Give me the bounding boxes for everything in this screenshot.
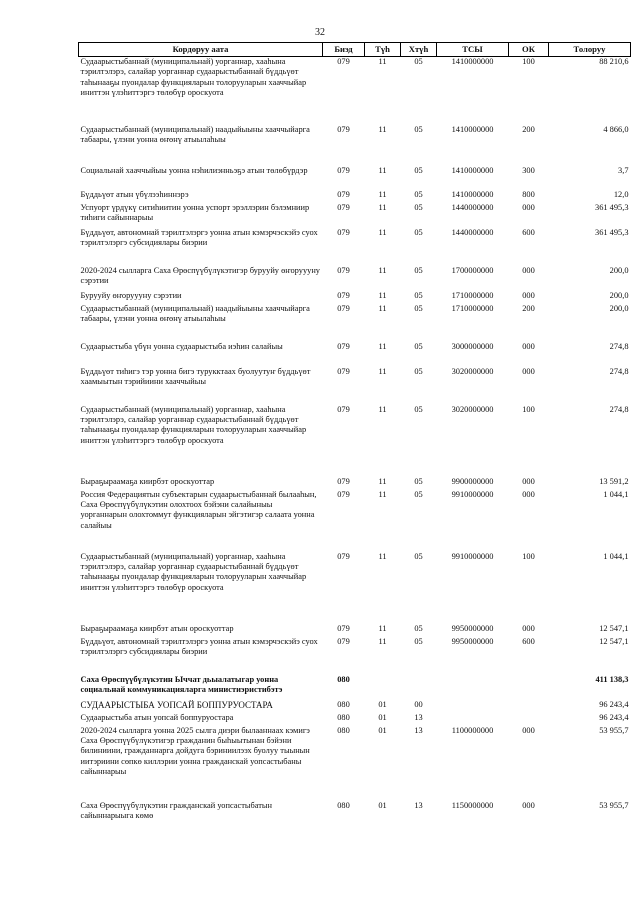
section-cell: 01 [378, 712, 387, 722]
ved-cell: 079 [337, 551, 350, 561]
header-expense-type: ОК [509, 43, 549, 57]
amount-cell: 88 210,6 [599, 57, 629, 66]
target-article-cell: 1440000000 [451, 227, 494, 237]
ved-cell: 079 [337, 623, 350, 633]
amount-cell: 200,0 [609, 265, 629, 275]
target-article-cell: 9910000000 [451, 489, 494, 499]
section-cell: 11 [378, 623, 387, 633]
amount-cell: 1 044,1 [603, 551, 629, 561]
target-article-cell: 1710000000 [451, 290, 494, 300]
table-row [79, 342, 631, 367]
ved-cell: 080 [337, 712, 350, 722]
section-cell: 11 [378, 227, 387, 237]
row-name-cell: Саха Өрөспүүбүлүкэтин Ыччат дьыалатыгар уонна социальнай коммуникацияларга министиэристибэтэ [80, 674, 283, 694]
subsection-cell: 05 [414, 265, 423, 275]
amount-cell: 53 955,7 [599, 725, 629, 735]
row-name-cell: Судаарыстыбаннай (муниципальнай) наадыйыыны хааччыйарга табаары, үлэни уонна өҥөнү атыылаһыы [80, 124, 310, 144]
expense-type-cell: 000 [522, 341, 535, 351]
table-row [79, 713, 631, 726]
target-article-cell: 1410000000 [451, 165, 494, 175]
section-cell [365, 675, 401, 700]
section-cell: 01 [378, 800, 387, 810]
ved-cell: 079 [337, 341, 350, 351]
row-name-cell: Судаарыстыбаннай (муниципальнай) уорганнар, хааһына тэрилтэлэрэ, салайар уорганнар судаарыстыбаннай бүддьүөт таһынааҕы пуондалар функцияларын толорууларын хааччыйар иниттэн үлэһиттэргэ төлөбүр ороскуота [80, 404, 307, 445]
target-article-cell [437, 700, 509, 713]
amount-cell: 200,0 [609, 290, 629, 300]
target-article-cell: 9910000000 [451, 551, 494, 561]
amount-cell: 200,0 [609, 303, 629, 313]
section-cell: 11 [378, 341, 387, 351]
ved-cell: 080 [337, 674, 350, 684]
expense-type-cell: 000 [522, 366, 535, 376]
section-cell: 11 [378, 303, 387, 313]
header-section: Түһ [365, 43, 401, 57]
amount-cell: 274,8 [609, 404, 629, 414]
subsection-cell: 13 [414, 725, 423, 735]
amount-cell: 13 591,2 [599, 476, 629, 486]
target-article-cell: 1440000000 [451, 202, 494, 212]
target-article-cell: 1410000000 [451, 189, 494, 199]
row-name-cell: Судаарыстыбаннай (муниципальнай) уорганнар, хааһына тэрилтэлэрэ, салайар уорганнар судаарыстыбаннай бүддьүөт таһынааҕы пуондалар функцияларын толорууларын хааччыйар иниттэн үлэһиттэргэ төлөбүр ороскуота [80, 551, 307, 592]
row-name-cell: 2020-2024 сылларга уонна 2025 сылга диэри былааннаах кэмигэ Саха Өрөспүүбүлүкэтигэр гражданин быһыытынан бэйэни билиниини, гражданнарга дойдуга бэриниилээх буолуу тыынын иитэриини сөпкө киллэрии уонна гражданскай уопсастыбаны сайыннарыы [80, 725, 310, 777]
target-article-cell [437, 675, 509, 700]
table-row [79, 477, 631, 490]
table-row [79, 166, 631, 190]
expense-type-cell: 000 [522, 290, 535, 300]
expense-type-cell: 300 [522, 165, 535, 175]
target-article-cell: 3000000000 [451, 341, 494, 351]
target-article-cell: 1710000000 [451, 303, 494, 313]
subsection-cell: 05 [414, 404, 423, 414]
table-row [79, 801, 631, 826]
subsection-cell: 05 [414, 189, 423, 199]
expense-type-cell: 000 [522, 265, 535, 275]
row-name-cell: Судаарыстыба атын уопсай боппуруостара [80, 712, 234, 722]
table-row [79, 57, 631, 125]
table-row [79, 637, 631, 675]
section-cell: 11 [378, 290, 387, 300]
amount-cell: 12,0 [613, 189, 629, 199]
target-article-cell: 1410000000 [451, 57, 494, 66]
expense-type-cell: 000 [522, 202, 535, 212]
target-article-cell: 3020000000 [451, 366, 494, 376]
amount-cell: 96 243,4 [599, 712, 629, 722]
ved-cell: 079 [337, 265, 350, 275]
subsection-cell: 05 [414, 202, 423, 212]
target-article-cell: 9950000000 [451, 636, 494, 646]
ved-cell: 080 [337, 699, 350, 709]
row-name-cell: Судаарыстыба үбүн уонна судаарыстыба иэһин салайыы [80, 341, 283, 351]
target-article-cell: 1700000000 [451, 265, 494, 275]
subsection-cell: 05 [414, 476, 423, 486]
row-name-cell: Россия Федерациятын субъектарын судаарыстыбаннай былааһын, Саха Өрөспүүбүлүкэтин олохтоох бэйэни салайыныы уорганнарын олохтоммут функцияларын эйгэтигэр салаата уонна салайыы [80, 489, 317, 530]
ved-cell: 079 [337, 366, 350, 376]
subsection-cell: 05 [414, 341, 423, 351]
target-article-cell: 1410000000 [451, 124, 494, 134]
expense-type-cell: 000 [522, 800, 535, 810]
amount-cell: 3,7 [618, 165, 629, 175]
amount-cell: 361 495,3 [595, 202, 629, 212]
section-cell: 01 [378, 725, 387, 735]
ved-cell: 079 [337, 476, 350, 486]
row-name-cell: Судаарыстыбаннай (муниципальнай) наадыйыыны хааччыйарга табаары, үлэни уонна өҥөнү атыылаһыы [80, 303, 310, 323]
expense-type-cell: 800 [522, 189, 535, 199]
page-number: 32 [315, 27, 325, 38]
expense-type-cell: 100 [522, 551, 535, 561]
section-cell: 11 [378, 189, 387, 199]
subsection-cell: 05 [414, 165, 423, 175]
ved-cell: 079 [337, 489, 350, 499]
section-cell: 11 [378, 366, 387, 376]
row-name-cell: Быраҕыраамаҕа киирбэт атын ороскуоттар [80, 623, 234, 633]
expense-type-cell: 000 [522, 725, 535, 735]
target-article-cell: 1150000000 [451, 800, 494, 810]
table-row [79, 367, 631, 405]
section-cell: 11 [378, 476, 387, 486]
ved-cell: 079 [337, 636, 350, 646]
ved-cell: 079 [337, 189, 350, 199]
row-name-cell: Бүддьүөт тиһигэ тэр уонна бигэ турукктаах буолуутуҥ бүддьүөт хаамыытын тэрийиини хааччыйыы [80, 366, 311, 386]
row-name-cell: Бүддьүөт атын үбүлээһиннэрэ [80, 189, 189, 199]
subsection-cell: 05 [414, 636, 423, 646]
header-target-article: ТСЫ [437, 43, 509, 57]
ved-cell: 079 [337, 57, 350, 66]
subsection-cell: 05 [414, 551, 423, 561]
header-ved: Биэд [323, 43, 365, 57]
ved-cell: 079 [337, 227, 350, 237]
table-row [79, 552, 631, 624]
ved-cell: 079 [337, 303, 350, 313]
subsection-cell: 05 [414, 489, 423, 499]
expense-type-cell: 000 [522, 489, 535, 499]
ved-cell: 079 [337, 165, 350, 175]
expense-type-cell [509, 713, 549, 726]
expense-type-cell: 600 [522, 636, 535, 646]
section-cell: 11 [378, 57, 387, 66]
table-header-row [79, 43, 631, 57]
subsection-cell: 05 [414, 366, 423, 376]
section-cell: 01 [378, 699, 387, 709]
subsection-cell: 00 [414, 699, 423, 709]
amount-cell: 361 495,3 [595, 227, 629, 237]
row-name-cell: Успуорт үрдүкү ситиһиитин уонна успорт эрэллэрин бэлэмниир тиһиги сайыннарыы [80, 202, 310, 222]
section-cell: 11 [378, 265, 387, 275]
table-row [79, 490, 631, 552]
expense-type-cell [509, 675, 549, 700]
table-row [79, 675, 631, 700]
target-article-cell: 9900000000 [451, 476, 494, 486]
table-row [79, 125, 631, 166]
expense-type-cell [509, 700, 549, 713]
target-article-cell: 9950000000 [451, 623, 494, 633]
section-cell: 11 [378, 404, 387, 414]
table-row [79, 190, 631, 203]
amount-cell: 12 547,1 [599, 636, 629, 646]
row-name-cell: СУДААРЫСТЫБА УОПСАЙ БОППУРУОСТАРА [80, 699, 273, 710]
row-name-cell: Бүддьүөт, автономнай тэрилтэлэргэ уонна атын кэмэрчэскэйэ суох тэрилтэлэргэ субсидиялары биэрии [80, 227, 318, 247]
amount-cell: 274,8 [609, 341, 629, 351]
amount-cell: 53 955,7 [599, 800, 629, 810]
table-row [79, 304, 631, 342]
amount-cell: 4 866,0 [603, 124, 629, 134]
ved-cell: 080 [337, 725, 350, 735]
subsection-cell: 05 [414, 124, 423, 134]
subsection-cell: 05 [414, 290, 423, 300]
table-row [79, 700, 631, 713]
subsection-cell: 13 [414, 800, 423, 810]
row-name-cell: Бүддьүөт, автономнай тэрилтэлэргэ уонна атын кэмэрчэскэйэ суох тэрилтэлэргэ субсидиялары биэрии [80, 636, 318, 656]
row-name-cell: Судаарыстыбаннай (муниципальнай) уорганнар, хааһына тэрилтэлэрэ, салайар уорганнар судаарыстыбаннай бүддьүөт таһынааҕы пуондалар функцияларын толорууларын хааччыйар иниттэн үлэһиттэргэ төлөбүр ороскуота [80, 57, 307, 98]
header-subsection: Хтүһ [401, 43, 437, 57]
ved-cell: 080 [337, 800, 350, 810]
table-row [79, 624, 631, 637]
ved-cell: 079 [337, 124, 350, 134]
subsection-cell: 05 [414, 227, 423, 237]
row-name-cell: Саха Өрөспүүбүлүкэтин гражданскай уопсастыбатын сайыннарыыга көмө [80, 800, 273, 820]
ved-cell: 079 [337, 290, 350, 300]
subsection-cell: 05 [414, 303, 423, 313]
budget-table [78, 42, 631, 826]
header-name: Кордоруу аата [79, 43, 323, 57]
row-name-cell: Социальнай хааччыйыы уонна нэһилиэнньэҕэ атын төлөбүрдэр [80, 165, 308, 175]
section-cell: 11 [378, 202, 387, 212]
section-cell: 11 [378, 636, 387, 646]
table-row [79, 266, 631, 291]
ved-cell: 079 [337, 202, 350, 212]
header-amount: Толоруу [549, 43, 631, 57]
expense-type-cell: 200 [522, 124, 535, 134]
subsection-cell: 13 [414, 712, 423, 722]
section-cell: 11 [378, 551, 387, 561]
section-cell: 11 [378, 489, 387, 499]
target-article-cell [437, 713, 509, 726]
row-name-cell: Быраҕыраамаҕа киирбэт ороскуоттар [80, 476, 215, 486]
section-cell: 11 [378, 165, 387, 175]
ved-cell: 079 [337, 404, 350, 414]
amount-cell: 411 138,3 [595, 674, 629, 684]
subsection-cell [401, 675, 437, 700]
row-name-cell: 2020-2024 сылларга Саха Өрөспүүбүлүкэтигэр бурууйу өҥоруууну сэрэтии [80, 265, 320, 285]
amount-cell: 1 044,1 [603, 489, 629, 499]
expense-type-cell: 000 [522, 476, 535, 486]
expense-type-cell: 600 [522, 227, 535, 237]
amount-cell: 96 243,4 [599, 699, 629, 709]
table-row [79, 405, 631, 477]
expense-type-cell: 100 [522, 404, 535, 414]
table-row [79, 203, 631, 228]
table-row [79, 291, 631, 304]
amount-cell: 12 547,1 [599, 623, 629, 633]
subsection-cell: 05 [414, 623, 423, 633]
section-cell: 11 [378, 124, 387, 134]
target-article-cell: 1100000000 [451, 725, 494, 735]
table-row [79, 726, 631, 801]
subsection-cell: 05 [414, 57, 423, 66]
expense-type-cell: 200 [522, 303, 535, 313]
expense-type-cell: 000 [522, 623, 535, 633]
expense-type-cell: 100 [522, 57, 535, 66]
amount-cell: 274,8 [609, 366, 629, 376]
target-article-cell: 3020000000 [451, 404, 494, 414]
row-name-cell: Бурууйу өҥоруууну сэрэтии [80, 290, 182, 300]
table-row [79, 228, 631, 266]
